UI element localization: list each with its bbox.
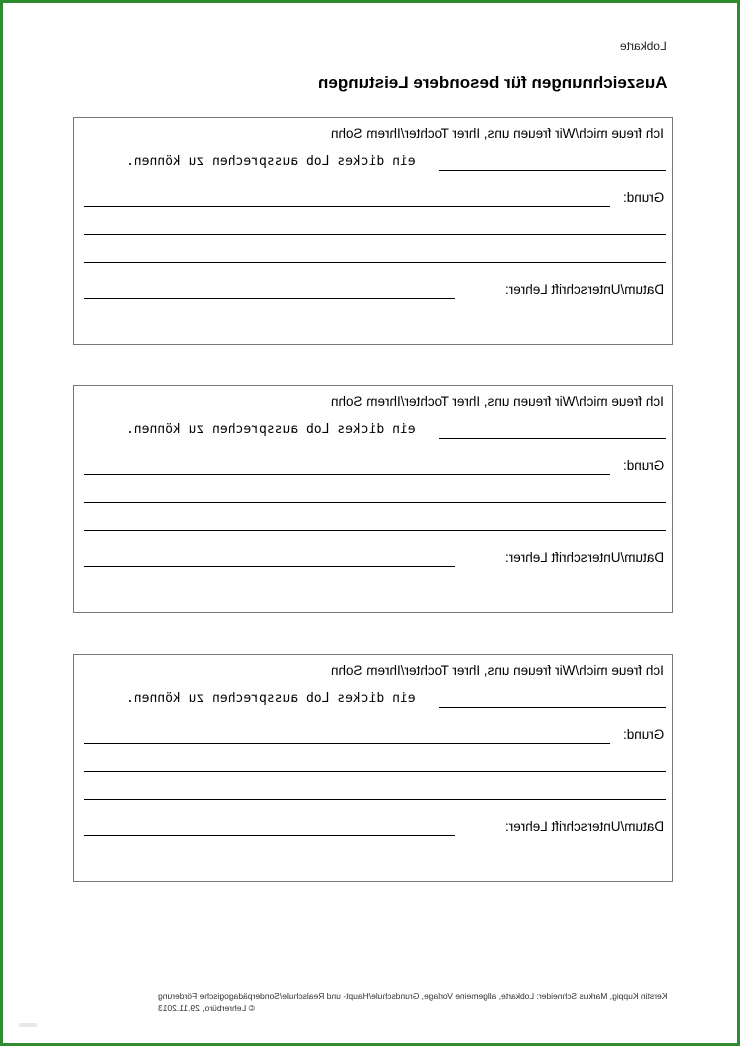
footer-line-2: © Lehrerbüro, 29.11.2013 (157, 1003, 255, 1013)
reason-line[interactable] (84, 206, 610, 207)
student-name-line[interactable] (439, 707, 666, 708)
corner-mark (19, 1023, 37, 1027)
card-intro-text: Ich freue mich/Wir freuen uns, Ihrer Tochter/Ihrem Sohn (331, 663, 664, 678)
reason-label: Grund: (622, 458, 664, 473)
reason-line[interactable] (84, 799, 666, 800)
footer-credits (158, 990, 667, 1014)
signature-line[interactable] (84, 298, 455, 299)
reason-line[interactable] (84, 262, 666, 263)
corner-label: Lobkarte (620, 39, 667, 53)
student-name-line[interactable] (439, 170, 666, 171)
reason-label: Grund: (622, 727, 664, 742)
signature-line[interactable] (84, 835, 455, 836)
signature-label: Datum/Unterschrift Lehrer: (504, 282, 664, 297)
student-name-line[interactable] (439, 438, 666, 439)
reason-label: Grund: (622, 190, 664, 205)
reason-line[interactable] (84, 743, 610, 744)
footer-line-1: Kerstin Kuppig, Markus Schneider: Lobkarte, allgemeine Vorlage, Grundschule/Haupt- und Realschule/Sonderpädagogische Förderung (157, 991, 667, 1001)
reason-line[interactable] (84, 502, 666, 503)
reason-line[interactable] (84, 530, 666, 531)
reason-line[interactable] (84, 234, 666, 235)
card-intro-text: Ich freue mich/Wir freuen uns, Ihrer Tochter/Ihrem Sohn (331, 126, 664, 141)
card-praise-text: ein dickes Lob aussprechen zu können. (126, 422, 416, 437)
praise-card-1 (73, 117, 673, 345)
signature-label: Datum/Unterschrift Lehrer: (504, 819, 664, 834)
signature-line[interactable] (84, 566, 455, 567)
signature-label: Datum/Unterschrift Lehrer: (504, 550, 664, 565)
page-title: Auszeichnungen für besondere Leistungen (317, 73, 667, 92)
card-praise-text: ein dickes Lob aussprechen zu können. (126, 154, 416, 169)
card-intro-text: Ich freue mich/Wir freuen uns, Ihrer Tochter/Ihrem Sohn (331, 394, 664, 409)
praise-card-3 (73, 654, 673, 882)
card-praise-text: ein dickes Lob aussprechen zu können. (126, 691, 416, 706)
reason-line[interactable] (84, 771, 666, 772)
praise-card-2 (73, 385, 673, 613)
reason-line[interactable] (84, 474, 610, 475)
